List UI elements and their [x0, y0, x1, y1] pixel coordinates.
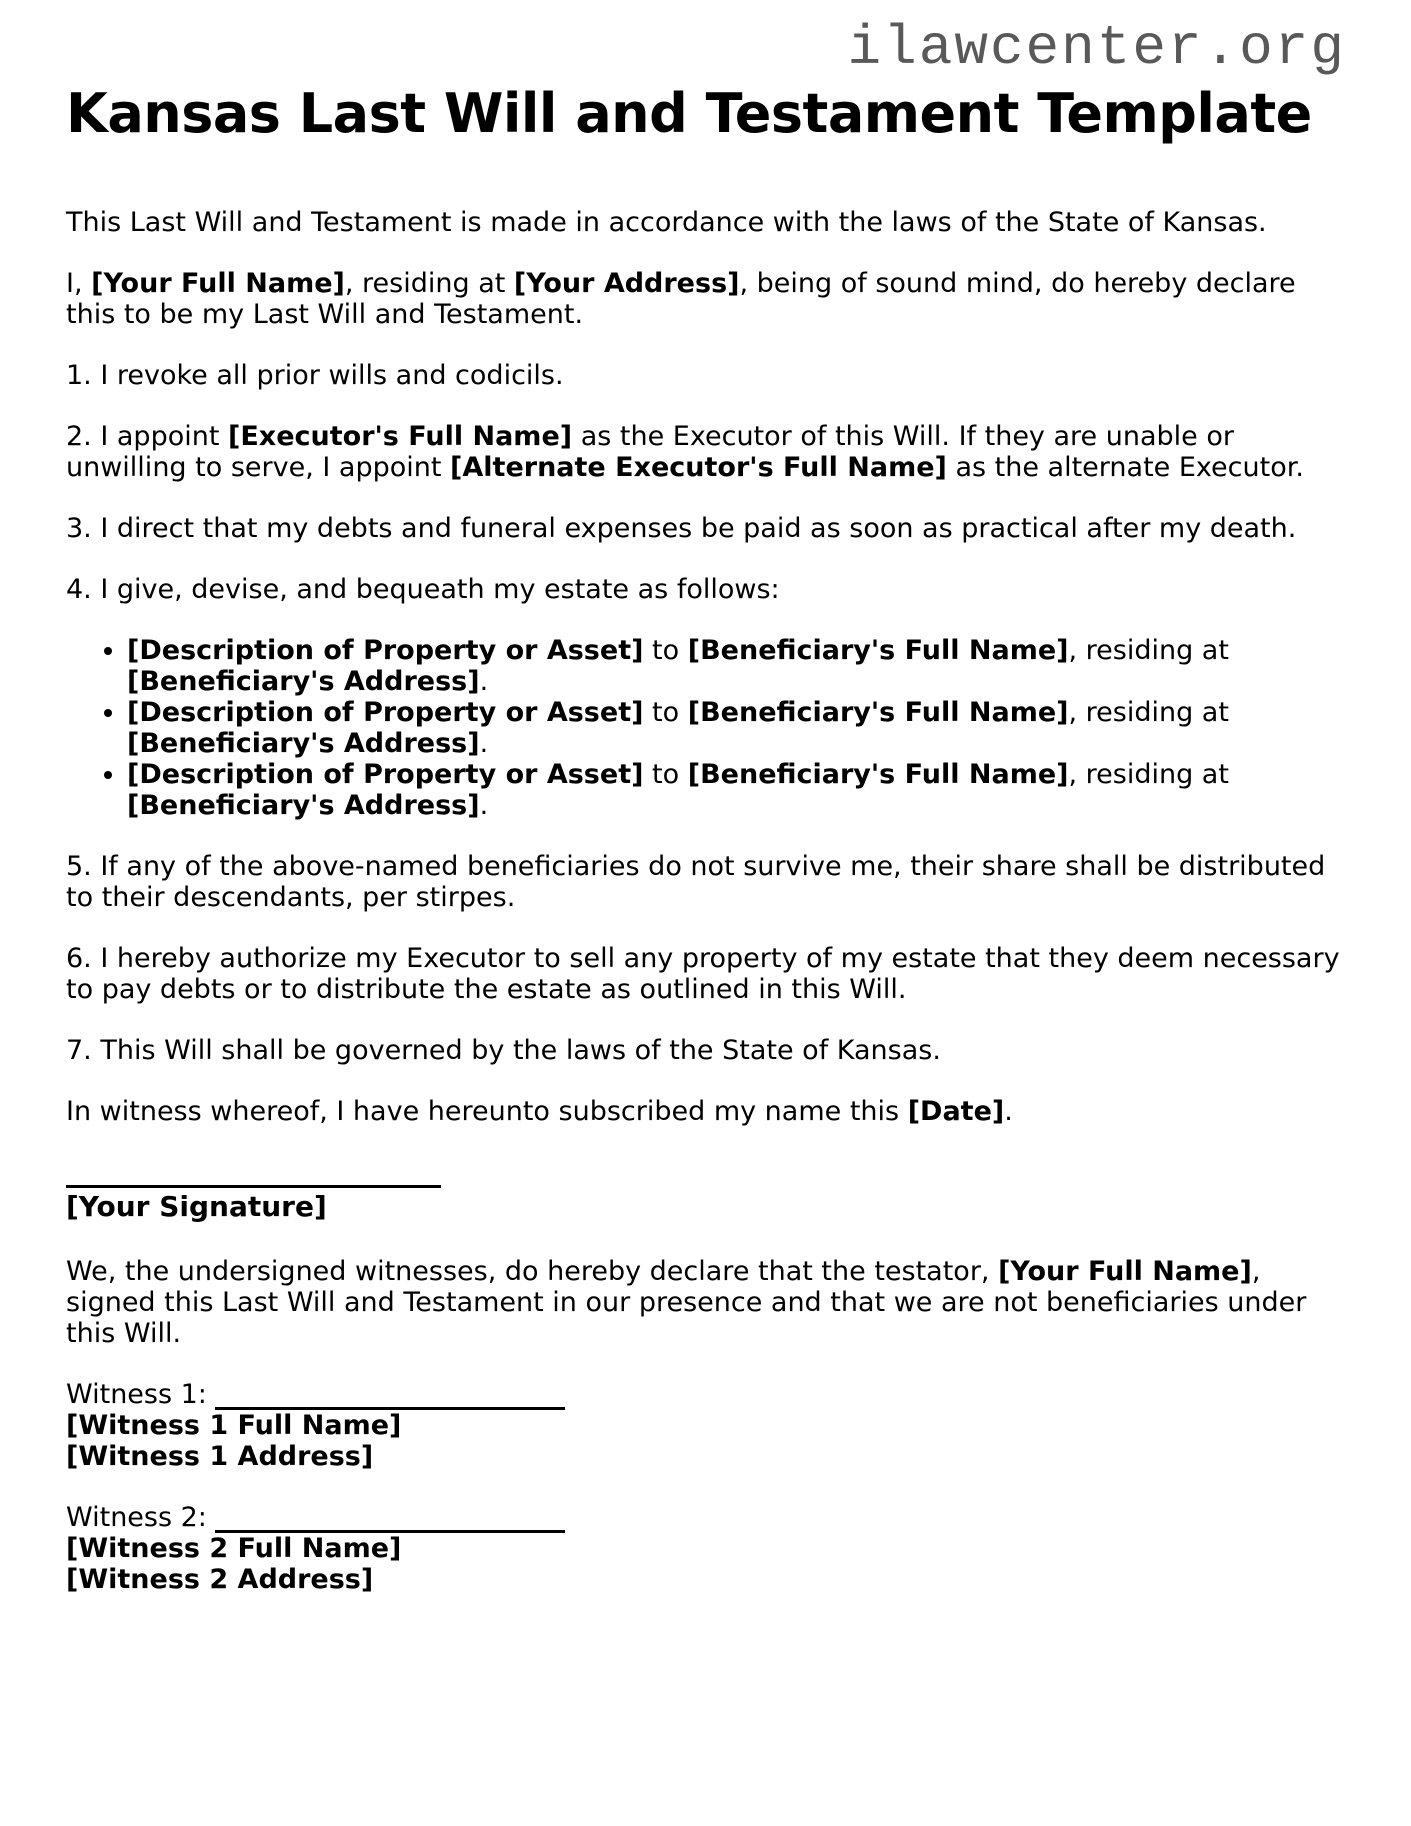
bequest-item: • [Description of Property or Asset] to [Beneficiary's Full Name], residing at [Beneficiary's Address]. [127, 635, 1346, 697]
witness-whereof: In witness whereof, I have hereunto subscribed my name this [Date]. [66, 1096, 1013, 1127]
witness-1-label: Witness 1: [66, 1379, 207, 1410]
witness-1-block [66, 1379, 1346, 1472]
paragraph-declaration: I, [Your Full Name], residing at [Your Address], being of sound mind, do hereby declare this to be my Last Will and Testament. [66, 268, 1296, 330]
clause-governing: 7. This Will shall be governed by the laws of the State of Kansas. [66, 1035, 941, 1066]
witness-2-row [66, 1502, 1346, 1533]
signature-label: [Your Signature] [66, 1190, 327, 1223]
page-title: Kansas Last Will and Testament Template [66, 82, 1312, 145]
clause-executor: 2. I appoint [Executor's Full Name] as the Executor of this Will. If they are unable or unwilling to serve, I appoint [Alternate Executor's Full Name] as the alternate Executor. [66, 421, 1304, 483]
witness-2-address: [Witness 2 Address] [66, 1564, 374, 1595]
clause-debts: 3. I direct that my debts and funeral expenses be paid as soon as practical after my death. [66, 513, 1297, 544]
witness-declaration: We, the undersigned witnesses, do hereby declare that the testator, [Your Full Name], signed this Last Will and Testament in our presence and that we are not beneficiaries under this Will. [66, 1256, 1307, 1349]
bequest-item: • [Description of Property or Asset] to [Beneficiary's Full Name], residing at [Beneficiary's Address]. [127, 759, 1346, 821]
clause-revoke: 1. I revoke all prior wills and codicils. [66, 360, 564, 391]
bequest-item: • [Description of Property or Asset] to [Beneficiary's Full Name], residing at [Beneficiary's Address]. [127, 697, 1346, 759]
witness-2-full-name: [Witness 2 Full Name] [66, 1533, 402, 1564]
witness-1-row [66, 1379, 1346, 1410]
clause-sell: 6. I hereby authorize my Executor to sell any property of my estate that they deem necessary to pay debts or to distribute the estate as outlined in this Will. [66, 943, 1340, 1005]
signature-block [66, 1185, 1346, 1222]
witness-2-block [66, 1502, 1346, 1595]
site-logo: ilawcenter.org [847, 16, 1346, 80]
clause-survivorship: 5. If any of the above-named beneficiaries do not survive me, their share shall be distributed to their descendants, per stirpes. [66, 851, 1326, 913]
paragraph-intro: This Last Will and Testament is made in accordance with the laws of the State of Kansas. [66, 207, 1267, 238]
clause-bequeath: 4. I give, devise, and bequeath my estate as follows: [66, 574, 780, 605]
witness-1-address: [Witness 1 Address] [66, 1441, 374, 1472]
bequest-list [66, 635, 1346, 821]
signature-line [66, 1185, 441, 1188]
witness-1-full-name: [Witness 1 Full Name] [66, 1410, 402, 1441]
witness-2-label: Witness 2: [66, 1502, 207, 1533]
